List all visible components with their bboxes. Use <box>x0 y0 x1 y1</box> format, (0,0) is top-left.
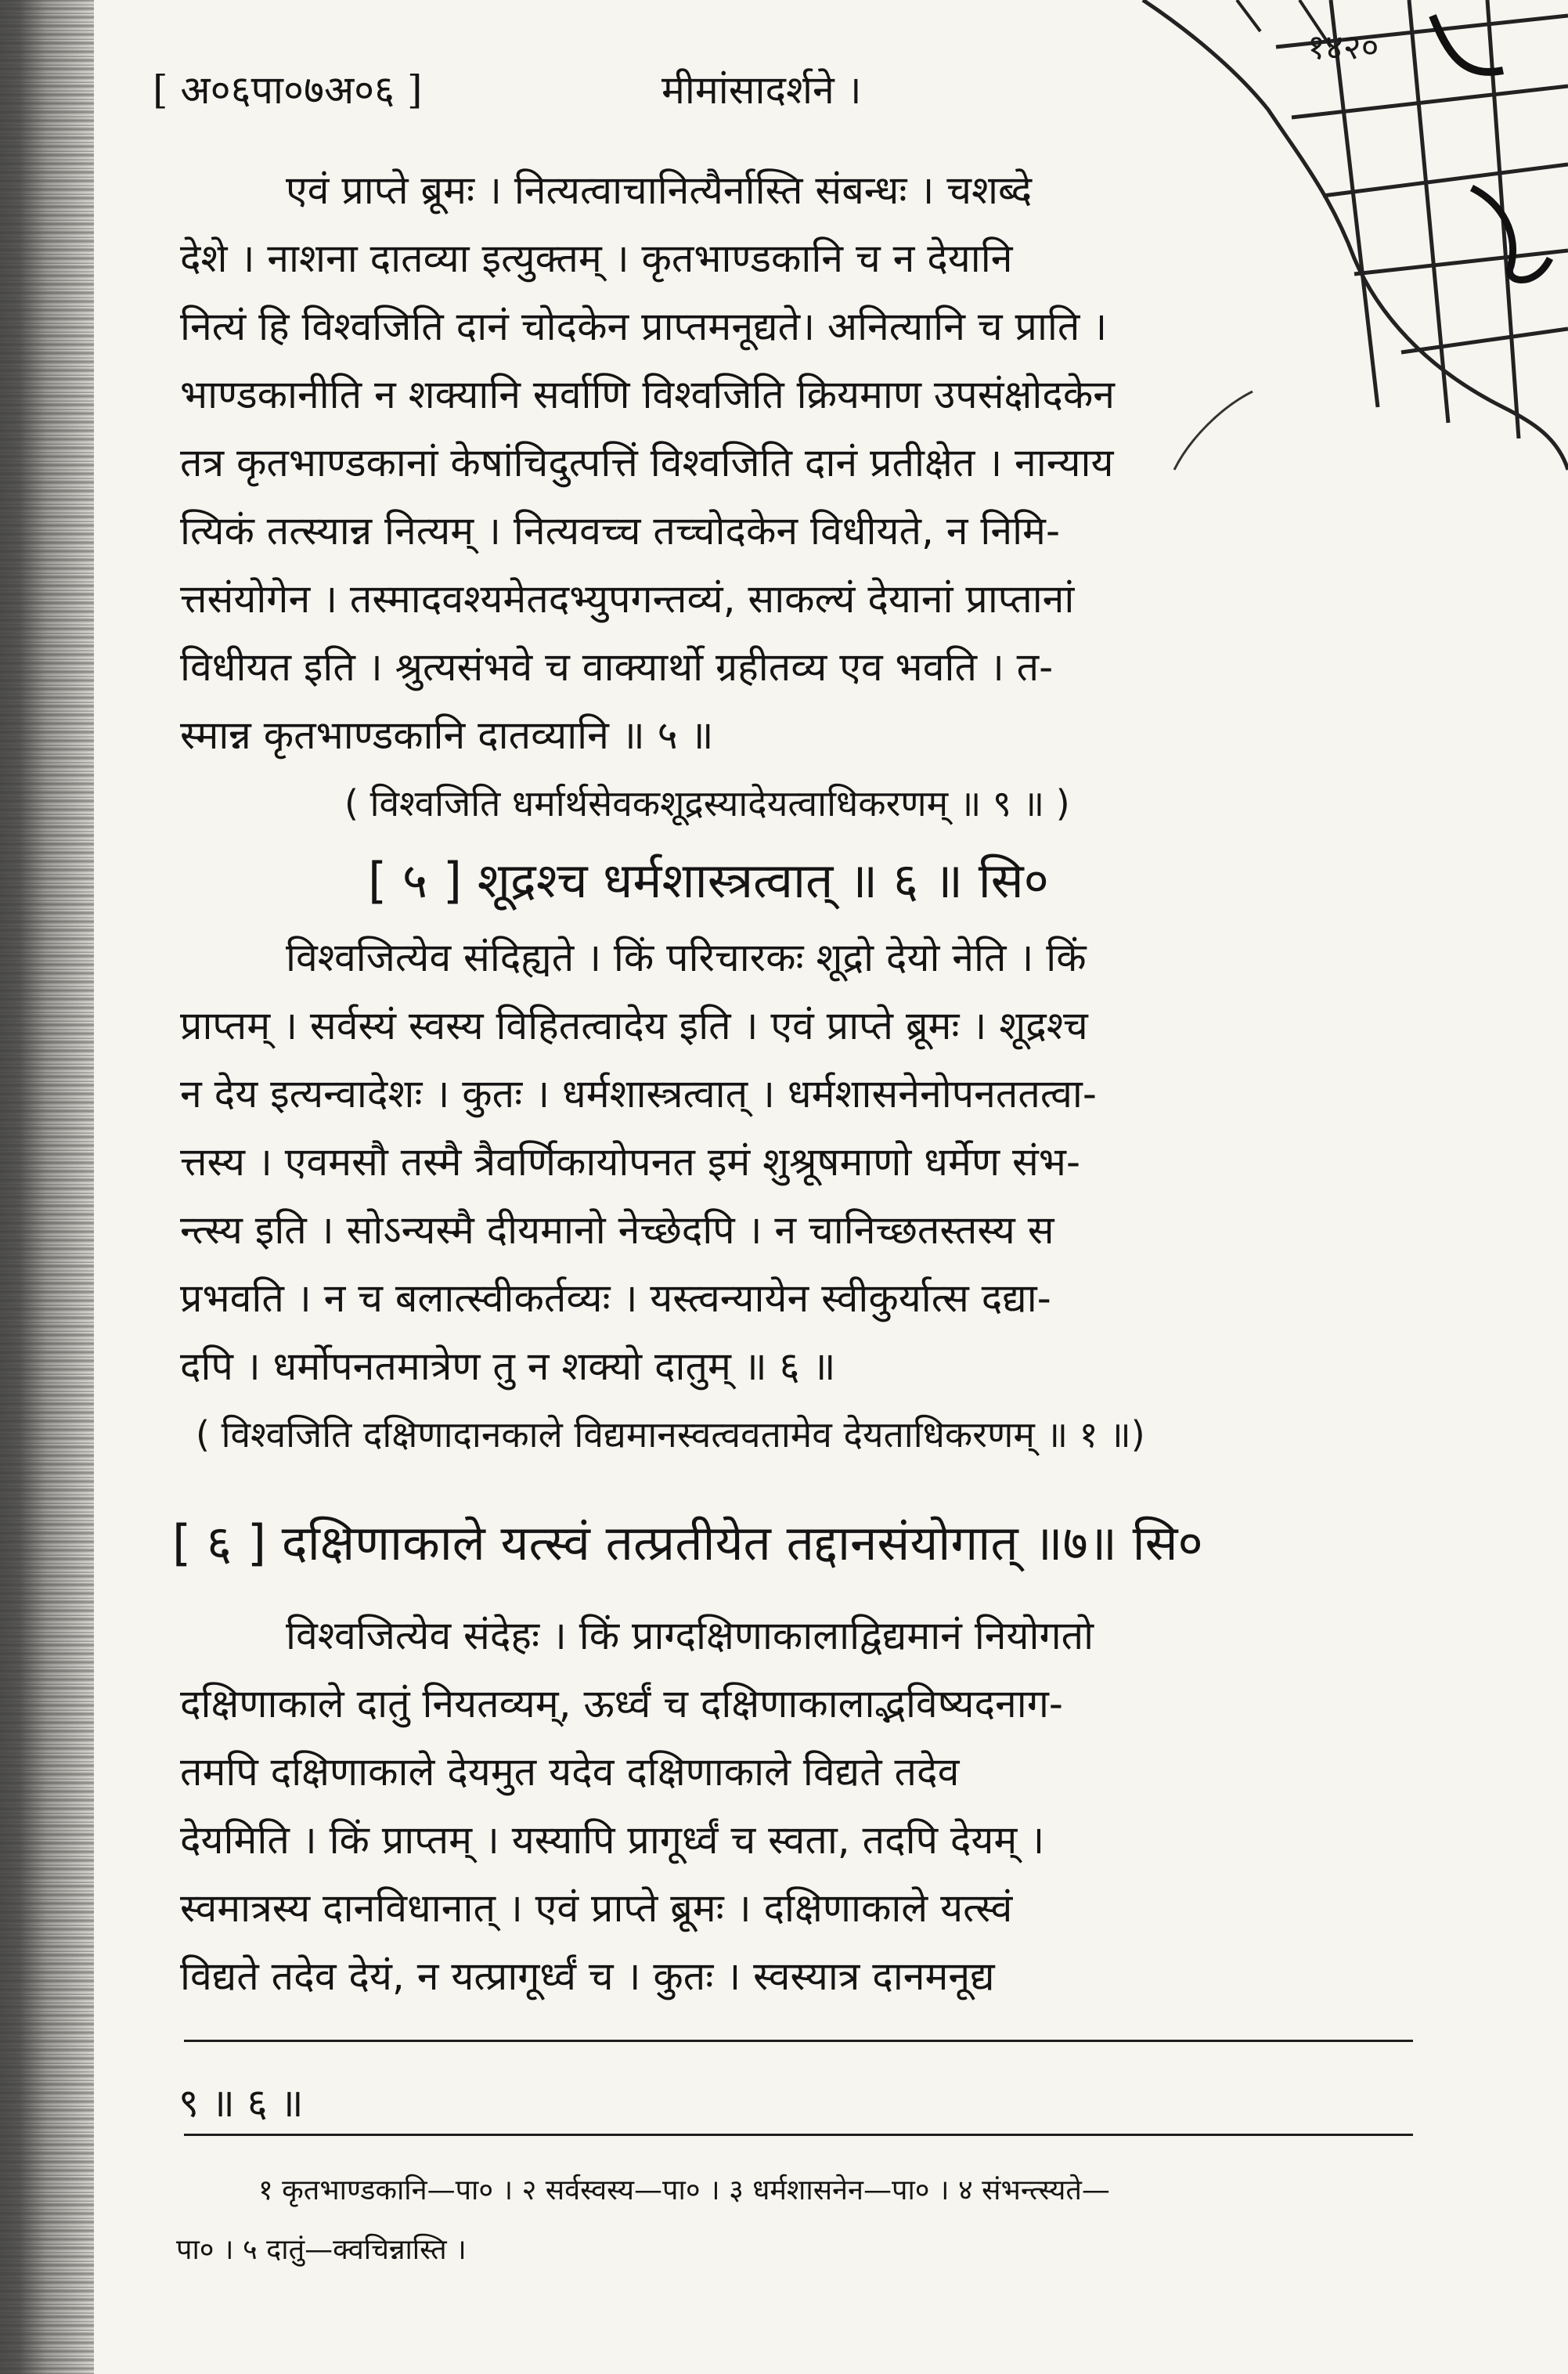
text-line: प्राप्तम् । सर्वस्यं स्वस्य विहितत्वादेय इति । एवं प्राप्ते ब्रूमः । शूद्रश्च <box>180 1003 1088 1048</box>
footnote-line: पा० । ५ दातुं—क्वचिन्नास्ति । <box>176 2234 467 2266</box>
text-line: देशे । नाशना दातव्या इत्युक्तम् । कृतभाण्डकानि च न देयानि <box>180 236 1013 281</box>
commentary-body <box>172 157 1386 2011</box>
text-line: त्तस्य । एवमसौ तस्मै त्रैवर्णिकायोपनत इमं शुश्रूषमाणो धर्मेण संभ- <box>180 1139 1080 1185</box>
text-line: दपि । धर्मोपनतमात्रेण तु न शक्यो दातुम् ॥ ६ ॥ <box>180 1344 836 1389</box>
section-reference: [ अ०६पा०७अ०६ ] <box>153 67 423 113</box>
adhikarana-heading: ( विश्वजिति दक्षिणादानकाले विद्यमानस्वत्ववतामेव देयताधिकरणम् ॥ १ ॥) <box>196 1413 1145 1456</box>
text-line: नित्यं हि विश्वजिति दानं चोदकेन प्राप्तमनूद्यते। अनित्यानि च प्राति । <box>180 304 1108 349</box>
text-line: त्तसंयोगेन । तस्मादवश्यमेतदभ्युपगन्तव्यं, साकल्यं देयानां प्राप्तानां <box>180 576 1075 622</box>
text-line: न्त्स्य इति । सोऽन्यस्मै दीयमानो नेच्छेदपि । न चानिच्छतस्तस्य स <box>180 1207 1054 1253</box>
text-line: प्रभवति । न च बलात्स्वीकर्तव्यः । यस्त्वन्यायेन स्वीकुर्यात्स दद्या- <box>180 1275 1051 1321</box>
text-line: तत्र कृतभाण्डकानां केषांचिदुत्पत्तिं विश्वजिति दानं प्रतीक्षेत । नान्याय <box>180 440 1114 485</box>
text-line: स्वमात्रस्य दानविधानात् । एवं प्राप्ते ब्रूमः । दक्षिणाकाले यत्स्वं <box>180 1885 1013 1931</box>
sutra-text: शूद्रश्च धर्मशास्त्रत्वात् ॥ ६ ॥ सि० <box>477 852 1049 909</box>
sutra-heading <box>180 838 1386 924</box>
sutra-number: [ ५ ] <box>368 852 463 909</box>
sutra-heading <box>172 1500 1386 1586</box>
book-binding-edge <box>0 0 94 2374</box>
text-line: विधीयत इति । श्रुत्यसंभवे च वाक्यार्थो ग्रहीतव्य एव भवति । त- <box>180 644 1054 690</box>
adhikarana-heading: ( विश्वजिति धर्मार्थसेवकशूद्रस्यादेयत्वाधिकरणम् ॥ ९ ॥ ) <box>344 782 1070 824</box>
text-line: विश्वजित्येव संदेहः । किं प्राग्दक्षिणाकालाद्विद्यमानं नियोगतो <box>286 1613 1094 1658</box>
sutra-number: [ ६ ] <box>172 1514 267 1571</box>
text-line: विद्यते तदेव देयं, न यत्प्रागूर्ध्वं च । कुतः । स्वस्यात्र दानमनूद्य <box>180 1954 995 1999</box>
sutra-text: दक्षिणाकाले यत्स्वं तत्प्रतीयेत तद्दानसंयोगात् ॥७॥ सि० <box>281 1514 1203 1571</box>
footnote-divider <box>184 2134 1413 2136</box>
footnotes <box>176 2161 1460 2280</box>
book-title: मीमांसादर्शने । <box>661 67 862 113</box>
text-divider <box>184 2040 1413 2042</box>
text-line: विश्वजित्येव संदिह्यते । किं परिचारकः शूद्रो देयो नेति । किं <box>286 935 1087 980</box>
text-line: तमपि दक्षिणाकाले देयमुत यदेव दक्षिणाकाले विद्यते तदेव <box>180 1749 960 1795</box>
page-number: १४२० <box>1307 27 1379 67</box>
text-line: न देय इत्यन्वादेशः । कुतः । धर्मशास्त्रत्वात् । धर्मशासनेनोपनततत्वा- <box>180 1071 1097 1117</box>
footnote-line: १ कृतभाण्डकानि—पा० । २ सर्वस्वस्य—पा० । ३ धर्मशासनेन—पा० । ४ संभन्त्स्यते— <box>258 2174 1110 2206</box>
text-line: त्यिकं तत्स्यान्न नित्यम् । नित्यवच्च तच्चोदकेन विधीयते, न निमि- <box>180 508 1060 554</box>
footnote-markers: ९ ॥ ६ ॥ <box>178 2080 304 2126</box>
text-line: स्मान्न कृतभाण्डकानि दातव्यानि ॥ ५ ॥ <box>180 713 714 758</box>
text-line: देयमिति । किं प्राप्तम् । यस्यापि प्रागूर्ध्वं च स्वता, तदपि देयम् । <box>180 1817 1045 1863</box>
text-line: दक्षिणाकाले दातुं नियतव्यम्, ऊर्ध्वं च दक्षिणाकालाद्भविष्यदनाग- <box>180 1681 1063 1726</box>
text-line: एवं प्राप्ते ब्रूमः । नित्यत्वाचानित्यैर्नास्ति संबन्धः । चशब्दे <box>286 168 1033 213</box>
text-line: भाण्डकानीति न शक्यानि सर्वाणि विश्वजिति क्रियमाण उपसंक्षोदकेन <box>180 372 1116 417</box>
